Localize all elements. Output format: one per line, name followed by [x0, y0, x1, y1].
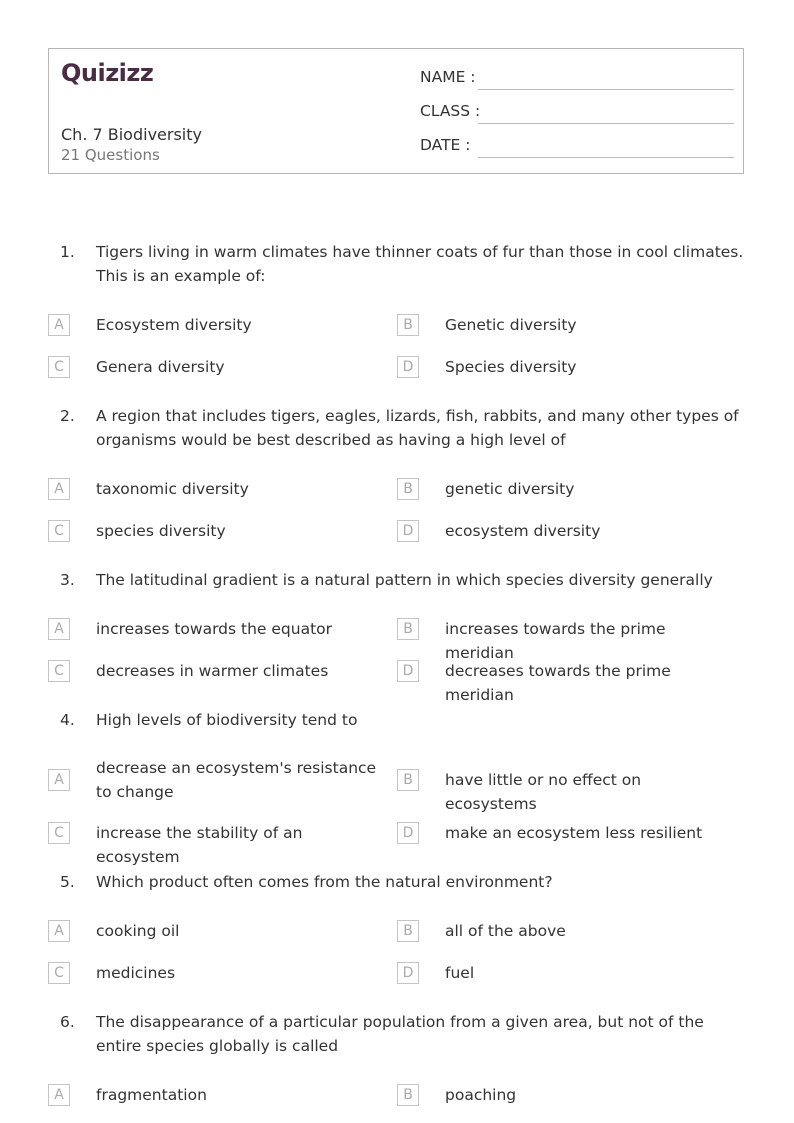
class-label: CLASS : — [420, 102, 481, 120]
name-line — [478, 89, 734, 90]
option-letter: B — [397, 920, 419, 942]
option-letter: C — [48, 660, 70, 682]
option-letter: B — [397, 618, 419, 640]
option-text: decrease an ecosystem's resistance to change — [96, 759, 377, 801]
worksheet-header — [48, 48, 744, 174]
option-text: decreases in warmer climates — [96, 662, 329, 680]
option-letter: C — [48, 822, 70, 844]
option-letter: A — [48, 478, 70, 500]
question-number: 6. — [60, 1013, 75, 1031]
option-text: taxonomic diversity — [96, 480, 249, 498]
option-letter: B — [397, 1084, 419, 1106]
option-letter: D — [397, 822, 419, 844]
question-number: 1. — [60, 243, 75, 261]
option-letter: D — [397, 962, 419, 984]
date-line — [478, 157, 734, 158]
question-text: High levels of biodiversity tend to — [96, 711, 358, 729]
option-text: genetic diversity — [445, 480, 575, 498]
option-letter: D — [397, 356, 419, 378]
option-letter: A — [48, 314, 70, 336]
option-letter: A — [48, 769, 70, 791]
date-label: DATE : — [420, 136, 471, 154]
option-text: fuel — [445, 964, 475, 982]
option-text: medicines — [96, 964, 176, 982]
option-letter: A — [48, 618, 70, 640]
option-text: Species diversity — [445, 358, 577, 376]
option-letter: B — [397, 314, 419, 336]
question-count: 21 Questions — [61, 146, 160, 164]
question-number: 3. — [60, 571, 75, 589]
option-letter: D — [397, 660, 419, 682]
class-line — [478, 123, 734, 124]
option-letter: C — [48, 962, 70, 984]
option-text: ecosystem diversity — [445, 522, 601, 540]
option-text: poaching — [445, 1086, 517, 1104]
question-text: The disappearance of a particular population from a given area, but not of the entire species globally is called — [96, 1013, 704, 1055]
question-number: 2. — [60, 407, 75, 425]
question-text: Which product often comes from the natural environment? — [96, 873, 553, 891]
question-text: The latitudinal gradient is a natural pattern in which species diversity generally — [96, 571, 713, 589]
option-letter: C — [48, 520, 70, 542]
option-text: Genera diversity — [96, 358, 225, 376]
option-text: all of the above — [445, 922, 566, 940]
name-label: NAME : — [420, 68, 476, 86]
option-text: species diversity — [96, 522, 226, 540]
option-text: Genetic diversity — [445, 316, 577, 334]
question-number: 4. — [60, 711, 75, 729]
option-letter: A — [48, 920, 70, 942]
option-text: have little or no effect on ecosystems — [445, 771, 642, 813]
question-number: 5. — [60, 873, 75, 891]
question-text: Tigers living in warm climates have thinner coats of fur than those in cool climates. This is an example of: — [96, 243, 744, 285]
option-letter: D — [397, 520, 419, 542]
quizizz-logo: Quizizz — [61, 59, 154, 87]
option-letter: A — [48, 1084, 70, 1106]
option-text: decreases towards the prime meridian — [445, 662, 671, 704]
option-text: increase the stability of an ecosystem — [96, 824, 303, 866]
option-letter: B — [397, 478, 419, 500]
option-letter: C — [48, 356, 70, 378]
option-text: increases towards the prime meridian — [445, 620, 666, 662]
option-letter: B — [397, 769, 419, 791]
option-text: increases towards the equator — [96, 620, 333, 638]
worksheet-title: Ch. 7 Biodiversity — [61, 125, 202, 144]
option-text: make an ecosystem less resilient — [445, 824, 703, 842]
question-text: A region that includes tigers, eagles, lizards, fish, rabbits, and many other types of organisms would be best described as having a high level of — [96, 407, 739, 449]
option-text: Ecosystem diversity — [96, 316, 252, 334]
option-text: cooking oil — [96, 922, 180, 940]
option-text: fragmentation — [96, 1086, 207, 1104]
